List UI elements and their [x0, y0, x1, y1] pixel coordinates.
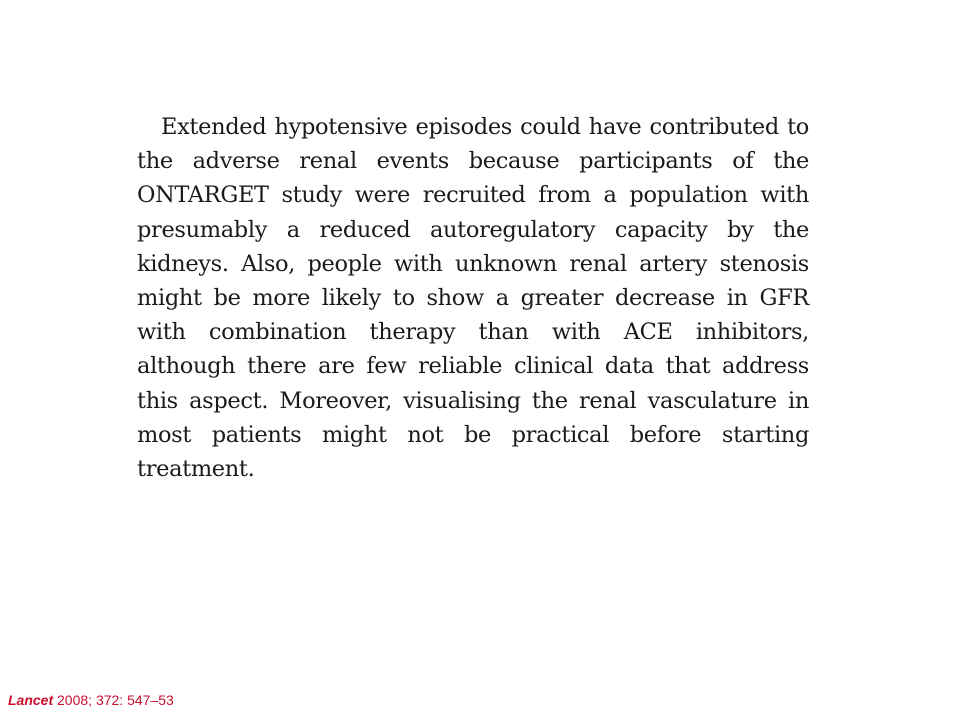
excerpt-paragraph: Extended hypotensive episodes could have contributed to the adverse renal events because participants of the ONTARGET study were recruited from a population with presumably a reduced autoregulatory capacity by the kidneys. Also, people with unknown renal artery stenosis might be more likely to show a greater decrease in GFR with combination therapy than with ACE inhibitors, although there are few reliable clinical data that address this aspect. Moreover, visualising the renal vasculature in most patients might not be practical before starting treatment.	[137, 114, 809, 483]
citation	[8, 691, 174, 709]
citation-journal: Lancet	[8, 692, 54, 708]
citation-reference: 2008; 372: 547–53	[53, 692, 174, 708]
